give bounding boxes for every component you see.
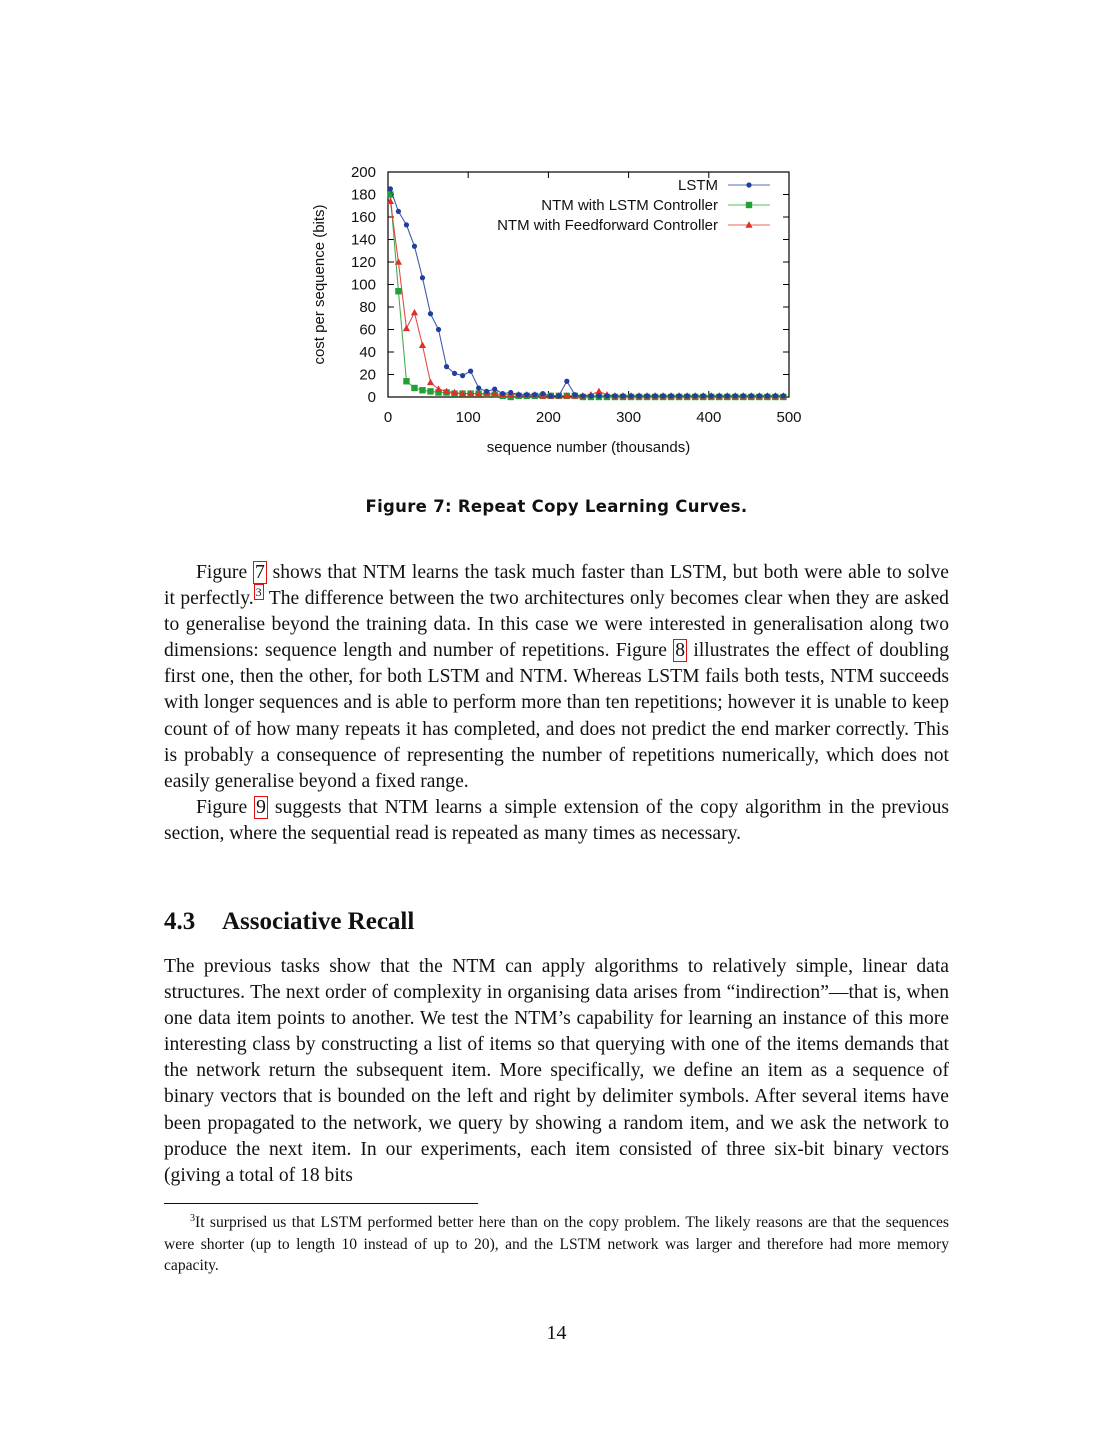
data-point: [596, 393, 601, 398]
data-point: [516, 392, 521, 397]
data-point: [588, 393, 593, 398]
y-tick-label: 0: [367, 389, 376, 406]
y-tick-label: 140: [350, 231, 376, 249]
data-point: [444, 364, 449, 369]
data-point: [709, 393, 714, 398]
data-point: [628, 393, 633, 398]
x-tick-label: 100: [455, 409, 481, 426]
legend-marker-icon: [746, 182, 751, 187]
figure-caption: Figure 7: Repeat Copy Learning Curves.: [365, 497, 748, 516]
footnote-divider: [164, 1203, 478, 1204]
data-point: [604, 393, 609, 398]
data-point: [395, 288, 401, 294]
data-point: [725, 393, 730, 398]
footnote-mark: 3: [190, 1213, 195, 1224]
y-tick-label: 100: [350, 276, 376, 294]
body-paragraphs-bottom: [164, 954, 949, 1189]
paragraph-1: [164, 560, 949, 795]
data-point: [468, 369, 473, 374]
data-point: [540, 391, 545, 396]
x-tick-label: 0: [383, 409, 393, 426]
data-point: [500, 391, 505, 396]
data-point: [660, 393, 665, 398]
data-point: [524, 392, 529, 397]
data-point: [419, 387, 425, 393]
text-run: Figure: [196, 796, 255, 818]
data-point: [749, 393, 754, 398]
data-point: [420, 275, 425, 280]
data-point: [669, 393, 674, 398]
legend-label: LSTM: [677, 177, 718, 194]
data-point: [419, 341, 426, 348]
data-point: [411, 309, 418, 316]
y-tick-label: 80: [359, 299, 376, 316]
footnote: [164, 1208, 949, 1277]
data-point: [492, 387, 497, 392]
data-point: [595, 388, 602, 395]
y-tick-label: 180: [350, 186, 376, 204]
data-point: [773, 393, 778, 398]
footnote-text: It surprised us that LSTM performed better here than on the copy problem. The likely reasons are that the sequences were shorter (up to length 10 instead of up to 20), and the LSTM network was larger and therefore had more memory capacity.: [164, 1214, 949, 1275]
data-point: [636, 393, 641, 398]
y-axis-label: cost per sequence (bits): [311, 204, 328, 365]
data-point: [403, 325, 410, 332]
data-point: [612, 393, 617, 398]
data-point: [644, 393, 649, 398]
y-tick-label: 120: [350, 254, 376, 271]
data-point: [428, 311, 433, 316]
data-point: [556, 393, 561, 398]
data-point: [781, 393, 786, 398]
data-point: [388, 186, 393, 191]
footnote-3-link[interactable]: 3: [255, 585, 262, 600]
figure-7-link[interactable]: 7: [254, 562, 265, 583]
legend-label: NTM with Feedforward Controller: [497, 217, 718, 234]
data-point: [427, 388, 433, 394]
data-point: [677, 393, 682, 398]
text-run: Figure: [196, 562, 253, 583]
data-point: [476, 385, 481, 390]
data-point: [411, 385, 417, 391]
data-point: [693, 393, 698, 398]
data-point: [532, 392, 537, 397]
figure-8-link[interactable]: 8: [675, 640, 686, 662]
paragraph-3: The previous tasks show that the NTM can apply algorithms to relatively simple, linear data structures. The next order of complexity in organising data arises from “indirection”—that is, when one data item points to another. We test the NTM’s capability for learning an instance of this more interesting class by constructing a list of items so that querying with one of the items demands that the network return the subsequent item. More specifically, we define an item as a sequence of binary vectors that is bounded on the left and right by delimiter symbols. After several items have been propagated to the network, we query by showing a random item, and we ask the network to produce the next item. In our experiments, each item consisted of three six-bit binary vectors (giving a total of 18 bits: [164, 956, 949, 1186]
chart-plot: [300, 160, 820, 460]
figure-9-link[interactable]: 9: [256, 796, 266, 818]
data-point: [717, 393, 722, 398]
section-title: Associative Recall: [222, 908, 415, 935]
data-point: [580, 393, 585, 398]
data-point: [564, 379, 569, 384]
page-number: 14: [546, 1322, 567, 1344]
body-paragraphs-top: [164, 560, 949, 847]
data-point: [403, 378, 409, 384]
text-run: illustrates the effect of doubling first one, then the other, for both LSTM and NTM. Whereas LSTM fails both tests, NTM succeeds with longer sequences and is able to perform more than ten repetitions; however it is unable to keep count of of how many repeats it has completed, and does not predict the end marker correctly. This is probably a consequence of representing the number of repetitions numerically, which does not easily generalise beyond a fixed range.: [164, 640, 949, 792]
legend-label: NTM with LSTM Controller: [541, 197, 718, 214]
data-point: [572, 392, 577, 397]
data-point: [548, 393, 553, 398]
learning-curves-chart: [300, 160, 820, 460]
y-tick-label: 60: [359, 321, 376, 339]
y-tick-label: 200: [350, 164, 376, 181]
data-point: [508, 390, 513, 395]
x-tick-label: 300: [616, 409, 642, 426]
paragraph-2: [164, 795, 949, 847]
data-point: [452, 371, 457, 376]
data-point: [733, 393, 738, 398]
y-tick-label: 40: [359, 344, 376, 361]
data-point: [701, 393, 706, 398]
x-axis-label: sequence number (thousands): [486, 439, 691, 456]
data-point: [685, 393, 690, 398]
text-run: suggests that NTM learns a simple extension of the copy algorithm in the previous section, where the sequential read is repeated as many times as necessary.: [164, 796, 949, 844]
data-point: [404, 222, 409, 227]
y-tick-label: 20: [359, 366, 376, 384]
data-point: [757, 393, 762, 398]
legend-marker-icon: [746, 202, 752, 208]
text-run: shows that NTM learns the task much faster than LSTM, but both were able to solve it perfectly.: [164, 562, 949, 610]
y-tick-label: 160: [350, 209, 376, 226]
data-point: [460, 373, 465, 378]
x-tick-label: 200: [535, 409, 561, 426]
data-point: [652, 393, 657, 398]
data-point: [741, 393, 746, 398]
data-point: [412, 244, 417, 249]
data-point: [620, 393, 625, 398]
text-run: The difference between the two architectures only becomes clear when they are asked to generalise beyond the training data. In this case we were interested in generalisation along two dimensions: sequence length and number of repetitions. Figure: [164, 588, 949, 662]
section-heading: [164, 908, 414, 936]
data-point: [427, 379, 434, 386]
data-point: [484, 389, 489, 394]
data-point: [765, 393, 770, 398]
data-point: [436, 327, 441, 332]
x-tick-label: 500: [776, 409, 802, 426]
section-number: 4.3: [164, 908, 196, 935]
data-point: [396, 209, 401, 214]
x-tick-label: 400: [696, 409, 722, 426]
